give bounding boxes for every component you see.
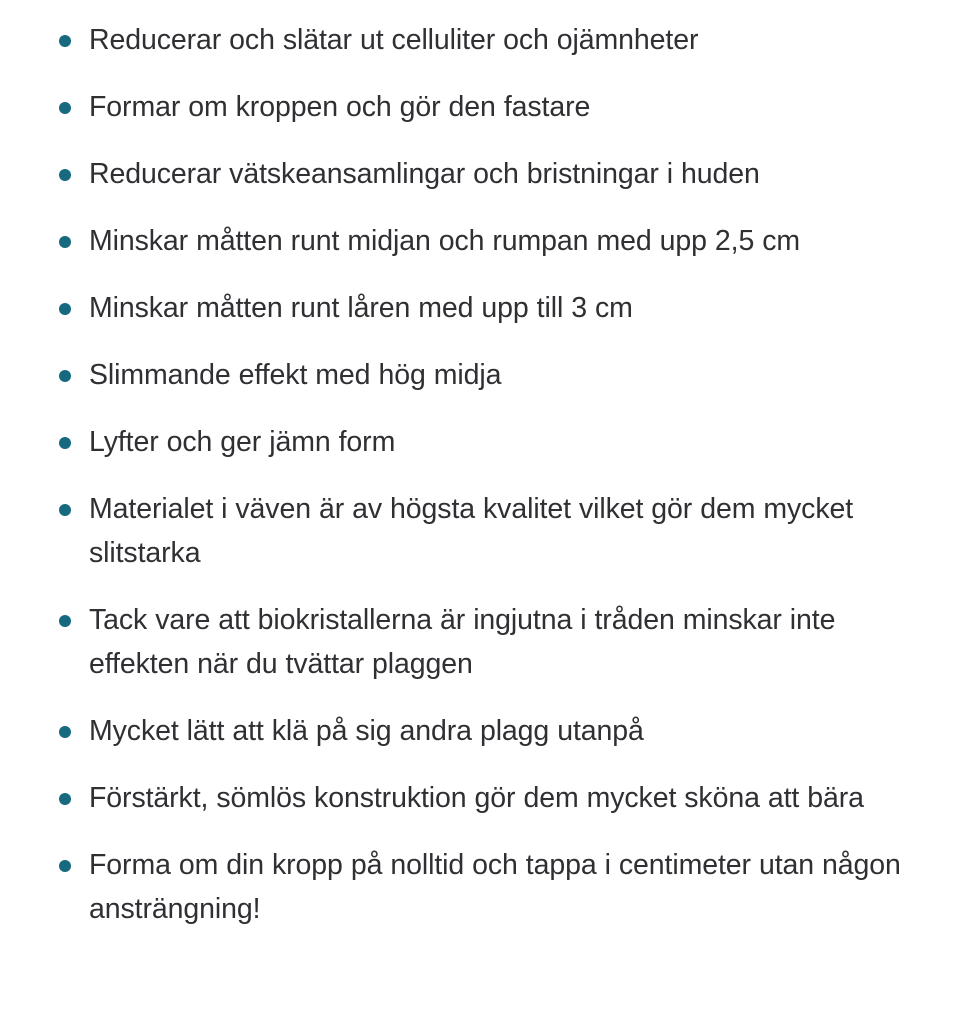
- filled-circle-bullet-icon: [59, 236, 71, 248]
- list-item: [0, 420, 960, 464]
- list-item: [0, 598, 960, 686]
- filled-circle-bullet-icon: [59, 370, 71, 382]
- filled-circle-bullet-icon: [59, 303, 71, 315]
- filled-circle-bullet-icon: [59, 35, 71, 47]
- filled-circle-bullet-icon: [59, 169, 71, 181]
- list-item: [0, 85, 960, 129]
- benefit-text: Minskar måtten runt låren med upp till 3 cm: [89, 292, 633, 324]
- list-item: [0, 286, 960, 330]
- benefit-text: Slimmande effekt med hög midja: [89, 359, 502, 391]
- benefit-text: Minskar måtten runt midjan och rumpan med upp 2,5 cm: [89, 225, 801, 257]
- filled-circle-bullet-icon: [59, 504, 71, 516]
- filled-circle-bullet-icon: [59, 437, 71, 449]
- list-item: [0, 487, 960, 575]
- list-item: [0, 776, 960, 820]
- benefit-text: Materialet i väven är av högsta kvalitet vilket gör dem mycket slitstarka: [89, 493, 854, 569]
- benefit-text: Reducerar och slätar ut celluliter och ojämnheter: [89, 24, 699, 56]
- filled-circle-bullet-icon: [59, 615, 71, 627]
- list-item: [0, 709, 960, 753]
- list-item: [0, 152, 960, 196]
- benefit-text: Lyfter och ger jämn form: [89, 426, 396, 458]
- benefit-text: Forma om din kropp på nolltid och tappa i centimeter utan någon ansträngning!: [89, 849, 901, 925]
- list-item: [0, 18, 960, 62]
- filled-circle-bullet-icon: [59, 726, 71, 738]
- list-item: [0, 219, 960, 263]
- benefit-text: Mycket lätt att klä på sig andra plagg utanpå: [89, 715, 644, 747]
- list-item: [0, 843, 960, 931]
- benefit-text: Reducerar vätskeansamlingar och bristningar i huden: [89, 158, 760, 190]
- benefit-text: Tack vare att biokristallerna är ingjutna i tråden minskar inte effekten när du tvättar plaggen: [89, 604, 836, 680]
- benefit-text: Formar om kroppen och gör den fastare: [89, 91, 591, 123]
- filled-circle-bullet-icon: [59, 793, 71, 805]
- filled-circle-bullet-icon: [59, 102, 71, 114]
- list-item: [0, 353, 960, 397]
- benefit-text: Förstärkt, sömlös konstruktion gör dem mycket sköna att bära: [89, 782, 864, 814]
- filled-circle-bullet-icon: [59, 860, 71, 872]
